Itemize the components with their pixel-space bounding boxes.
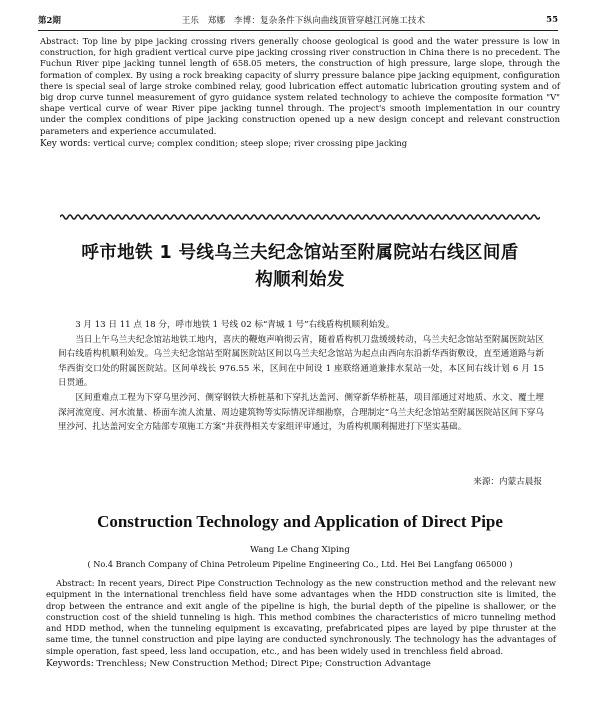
article-affiliation: ( No.4 Branch Company of China Petroleum Pipeline Engineering Co., Ltd. Hei Bei Langfang 065000 ) [87,559,513,569]
news-headline [44,240,556,294]
article-keywords-label: Keywords: [46,659,94,670]
keywords-text: vertical curve; complex condition; steep slope; river crossing pipe jacking [93,137,408,148]
abstract-text: Top line by pipe jacking crossing rivers generally choose geological is good and the water pressure is low in construction, for high gradient vertical curve pipe jacking crossing river construction in China there is no precedent. The Fuchun River pipe jacking tunnel length of 658.05 meters, the construction of high pressure, large slope, through the formation of complex. By using a rock breaking capacity of slurry pressure balance pipe jacking equipment, configuration there is special seal of large stroke combined relay, good lubrication effect automatic lubrication grouting system and of big drop curve tunnel measurement of gyro guidance system related technology to achieve the composite formation "V" shape vertical curve of wear River pipe jacking tunnel through. The project's smooth implementation in our country under the complex conditions of pipe jacking construction opened up a new design concept and relevant construction parameters and experience accumulated. [40,36,560,136]
news-body [58,318,544,435]
news-paragraph: 3 月 13 日 11 点 18 分，呼市地铁 1 号线 02 标“青城 1 号”右线盾构机顺利始发。 [75,320,395,330]
keywords-line [40,138,560,150]
issue-number: 第2期 [38,16,61,26]
news-paragraph: 区间重难点工程为下穿乌里沙河、侧穿钢铁大桥桩基和下穿扎达盖河、侧穿新华桥桩基，项目部通过对地质、水文、覆土埋深河流宽度、河水流量、桥面车流人流量、周边建筑物等实际情况详细勘察，合理制定“乌兰夫纪念馆站至附属医院站区间下穿乌里沙河、扎达盖河安全方陆部专项施工方案”并获得相关专家组评审通过，为盾构机顺利掘进打下坚实基础。 [58,392,544,433]
article-authors: Wang Le Chang Xiping [250,545,350,555]
english-abstract [40,36,560,150]
news-headline-line2: 构顺利始发 [255,270,345,290]
article-abstract-label: Abstract: [55,578,95,588]
news-source: 来源：内蒙古晨报 [473,477,542,487]
article-abstract [46,578,556,670]
article-abstract-text: In recent years, Direct Pipe Construction Technology as the new construction method and the relevant new equipment in the international trenchless field have some advantages when the HDD construction site is limited, the drop between the entrance and exit angle of the pipeline is high, the burial depth of the pipeline is shallower, or the construction cost of the shield tunneling is high. This method combines the characteristics of micro tunneling method and HDD method, when the tunneling equipment is excavating, prefabricated pipes are layed by pipe thruster at the same time, the tunnel construction and pipe laying are conducted synchronously. The technology has the advantages of simple operation, fast speed, less land occupation, etc., and has been widely used in trenchless field abroad. [46,578,556,656]
article-title: Construction Technology and Application of Direct Pipe [97,512,503,531]
abstract-label: Abstract: [40,36,79,46]
keywords-label: Key words: [40,138,91,149]
article-keywords-line [46,659,556,670]
article-keywords-text: Trenchless; New Construction Method; Direct Pipe; Construction Advantage [96,659,431,670]
running-title: 王乐 郑娜 李博：复杂条件下纵向曲线顶管穿越江河施工技术 [181,16,426,26]
running-header [38,10,558,31]
news-headline-line1: 呼市地铁 1 号线乌兰夫纪念馆站至附属院站右线区间盾 [81,243,519,263]
page-number: 55 [546,15,558,25]
news-paragraph: 当日上午乌兰夫纪念馆站地铁工地内，喜庆的鞭炮声响彻云宵，随着盾构机刀盘缓缓转动，乌兰夫纪念馆站至附属医院站区间右线盾构机顺利始发。乌兰夫纪念馆站至附属医院站区间以乌兰夫纪念馆站为起点由西向东沿新华西街敷设，直至通道路与新华西街交口处的附属医院站。区间单线长 976.55 米，区间在中间设 1 座联络通道兼排水泵站一处，本区间右线计划 6 月 15 日贯通。 [58,334,544,389]
wavy-divider [60,213,540,221]
